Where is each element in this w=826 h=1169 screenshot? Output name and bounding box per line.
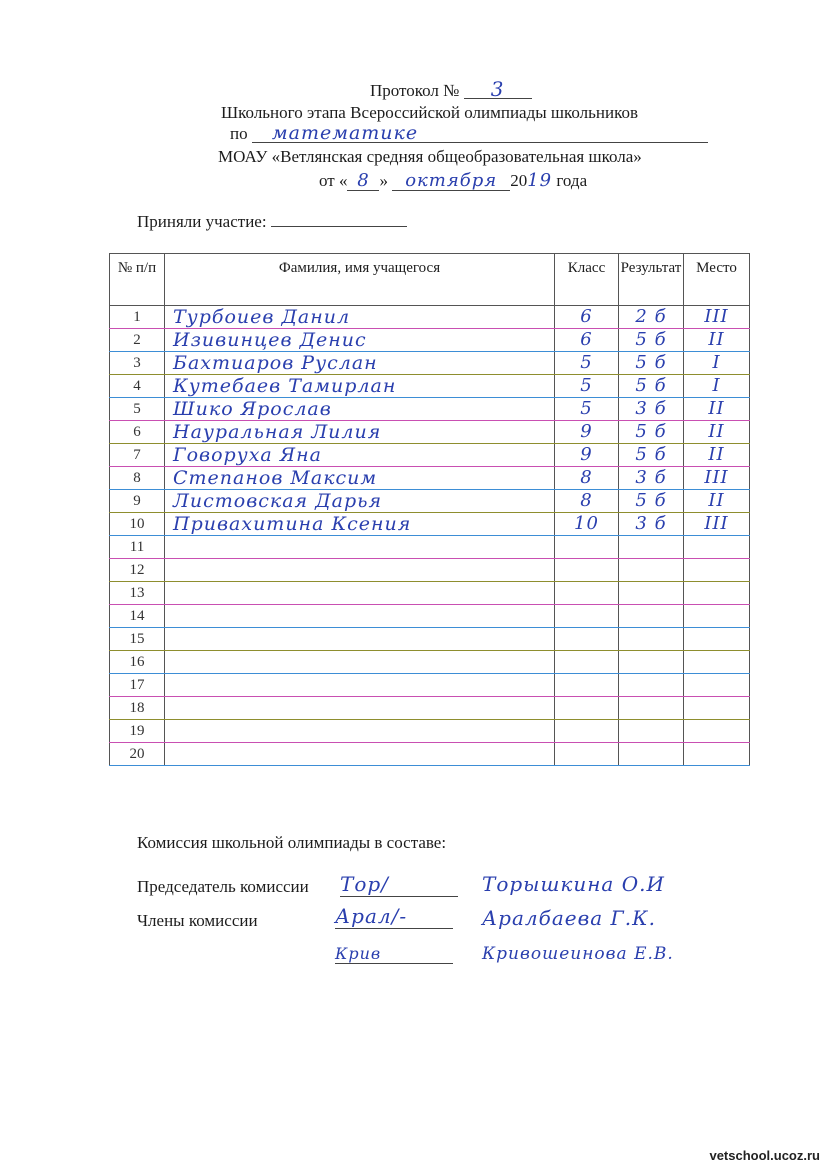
cell-class: 5 xyxy=(555,352,619,375)
cell-result xyxy=(619,559,684,582)
table-row xyxy=(110,352,750,375)
cell-result xyxy=(619,674,684,697)
cell-student-name xyxy=(165,536,555,559)
cell-place: III xyxy=(684,513,750,536)
cell-student-name xyxy=(165,743,555,766)
table-row xyxy=(110,329,750,352)
cell-class: 8 xyxy=(555,467,619,490)
table-row xyxy=(110,582,750,605)
cell-student-name xyxy=(165,605,555,628)
col-header-number: № п/п xyxy=(110,254,165,306)
cell-place xyxy=(684,720,750,743)
site-watermark: vetschool.ucoz.ru xyxy=(709,1148,820,1163)
participated-label: Приняли участие: xyxy=(137,212,267,231)
cell-student-name: Степанов Максим xyxy=(165,467,555,490)
cell-number: 1 xyxy=(110,306,165,329)
cell-student-name xyxy=(165,582,555,605)
cell-result: 5 б xyxy=(619,421,684,444)
school-name: МОАУ «Ветлянская средняя общеобразовательная школа» xyxy=(218,147,642,166)
members-label: Члены комиссии xyxy=(137,911,258,930)
cell-class xyxy=(555,605,619,628)
cell-result: 2 б xyxy=(619,306,684,329)
table-row xyxy=(110,720,750,743)
table-row xyxy=(110,674,750,697)
cell-class xyxy=(555,536,619,559)
cell-place xyxy=(684,582,750,605)
cell-number: 5 xyxy=(110,398,165,421)
results-table xyxy=(109,253,750,766)
cell-result xyxy=(619,651,684,674)
cell-student-name: Привахитина Ксения xyxy=(165,513,555,536)
cell-place xyxy=(684,559,750,582)
cell-number: 14 xyxy=(110,605,165,628)
cell-number: 4 xyxy=(110,375,165,398)
cell-place: II xyxy=(684,421,750,444)
date-mid: » xyxy=(379,171,388,190)
table-row xyxy=(110,467,750,490)
cell-result xyxy=(619,582,684,605)
cell-place: I xyxy=(684,352,750,375)
cell-student-name xyxy=(165,628,555,651)
cell-student-name: Листовская Дарья xyxy=(165,490,555,513)
subject-value: математике xyxy=(252,124,708,143)
table-body xyxy=(110,306,750,766)
cell-class xyxy=(555,674,619,697)
cell-place: III xyxy=(684,467,750,490)
subject-line xyxy=(230,124,708,144)
chair-name: Торышкина О.И xyxy=(482,872,665,896)
col-header-place: Место xyxy=(684,254,750,306)
cell-result xyxy=(619,743,684,766)
table-row xyxy=(110,306,750,329)
cell-student-name: Бахтиаров Руслан xyxy=(165,352,555,375)
member1-signature xyxy=(335,904,453,929)
cell-result: 3 б xyxy=(619,513,684,536)
participated-line xyxy=(137,212,407,232)
date-day: 8 xyxy=(347,172,379,191)
cell-student-name xyxy=(165,559,555,582)
cell-place: II xyxy=(684,398,750,421)
cell-number: 20 xyxy=(110,743,165,766)
table-row xyxy=(110,559,750,582)
cell-result: 5 б xyxy=(619,329,684,352)
cell-class: 8 xyxy=(555,490,619,513)
date-year-suffix: 19 xyxy=(527,170,553,191)
cell-result xyxy=(619,697,684,720)
cell-class: 9 xyxy=(555,444,619,467)
cell-result: 5 б xyxy=(619,352,684,375)
table-row xyxy=(110,398,750,421)
cell-number: 18 xyxy=(110,697,165,720)
cell-class: 6 xyxy=(555,306,619,329)
cell-place: II xyxy=(684,329,750,352)
cell-number: 6 xyxy=(110,421,165,444)
protocol-title-line xyxy=(370,77,532,101)
col-header-result: Результат xyxy=(619,254,684,306)
cell-class: 9 xyxy=(555,421,619,444)
cell-class: 5 xyxy=(555,398,619,421)
table-row xyxy=(110,513,750,536)
cell-class xyxy=(555,743,619,766)
cell-student-name xyxy=(165,720,555,743)
cell-student-name: Турбоиев Данил xyxy=(165,306,555,329)
chair-signature xyxy=(340,872,458,897)
table-row xyxy=(110,743,750,766)
cell-number: 13 xyxy=(110,582,165,605)
participated-value xyxy=(271,226,407,227)
cell-student-name: Изивинцев Денис xyxy=(165,329,555,352)
cell-class: 10 xyxy=(555,513,619,536)
table-row xyxy=(110,697,750,720)
protocol-label: Протокол № xyxy=(370,81,460,100)
cell-place xyxy=(684,628,750,651)
table-row xyxy=(110,536,750,559)
cell-result: 5 б xyxy=(619,490,684,513)
chair-signature-text: Тор/ xyxy=(340,872,458,897)
cell-place: III xyxy=(684,306,750,329)
cell-class: 6 xyxy=(555,329,619,352)
cell-class xyxy=(555,559,619,582)
member1-name: Аралбаева Г.К. xyxy=(482,906,656,930)
cell-place xyxy=(684,697,750,720)
date-year-prefix: 20 xyxy=(510,171,528,190)
cell-result xyxy=(619,536,684,559)
subject-prefix: по xyxy=(230,124,248,143)
cell-student-name: Кутебаев Тамирлан xyxy=(165,375,555,398)
member2-signature xyxy=(335,944,453,964)
cell-number: 10 xyxy=(110,513,165,536)
cell-class xyxy=(555,651,619,674)
chair-label: Председатель комиссии xyxy=(137,877,309,896)
cell-place xyxy=(684,674,750,697)
cell-student-name xyxy=(165,674,555,697)
cell-number: 12 xyxy=(110,559,165,582)
col-header-name: Фамилия, имя учащегося xyxy=(165,254,555,306)
cell-class: 5 xyxy=(555,375,619,398)
commission-title: Комиссия школьной олимпиады в составе: xyxy=(137,833,447,852)
date-suffix: года xyxy=(556,171,588,190)
table-row xyxy=(110,490,750,513)
cell-result xyxy=(619,628,684,651)
cell-place xyxy=(684,743,750,766)
member2-name: Кривошеинова Е.В. xyxy=(482,944,674,964)
cell-number: 11 xyxy=(110,536,165,559)
col-header-class: Класс xyxy=(555,254,619,306)
date-line xyxy=(319,170,587,191)
cell-place: II xyxy=(684,490,750,513)
member1-signature-text: Арал/- xyxy=(335,904,453,929)
cell-place: I xyxy=(684,375,750,398)
cell-result xyxy=(619,720,684,743)
cell-place xyxy=(684,651,750,674)
cell-class xyxy=(555,628,619,651)
cell-number: 17 xyxy=(110,674,165,697)
cell-result: 3 б xyxy=(619,467,684,490)
member2-signature-text: Крив xyxy=(335,944,453,964)
date-prefix: от « xyxy=(319,171,348,190)
cell-place xyxy=(684,605,750,628)
cell-place: II xyxy=(684,444,750,467)
cell-number: 8 xyxy=(110,467,165,490)
table-row xyxy=(110,605,750,628)
olympiad-title: Школьного этапа Всероссийской олимпиады школьников xyxy=(221,103,639,122)
cell-result: 5 б xyxy=(619,375,684,398)
cell-student-name: Шико Ярослав xyxy=(165,398,555,421)
cell-student-name: Говоруха Яна xyxy=(165,444,555,467)
table-row xyxy=(110,628,750,651)
cell-student-name xyxy=(165,651,555,674)
date-month: октября xyxy=(392,172,510,191)
cell-class xyxy=(555,582,619,605)
cell-number: 15 xyxy=(110,628,165,651)
cell-result: 5 б xyxy=(619,444,684,467)
cell-student-name xyxy=(165,697,555,720)
cell-class xyxy=(555,720,619,743)
cell-number: 9 xyxy=(110,490,165,513)
cell-number: 7 xyxy=(110,444,165,467)
table-row xyxy=(110,444,750,467)
cell-student-name: Науральная Лилия xyxy=(165,421,555,444)
cell-result xyxy=(619,605,684,628)
cell-number: 2 xyxy=(110,329,165,352)
cell-class xyxy=(555,697,619,720)
table-row xyxy=(110,651,750,674)
cell-place xyxy=(684,536,750,559)
cell-number: 19 xyxy=(110,720,165,743)
table-row xyxy=(110,421,750,444)
cell-number: 3 xyxy=(110,352,165,375)
table-row xyxy=(110,375,750,398)
protocol-number: 3 xyxy=(464,80,532,99)
table-header-row xyxy=(110,254,750,306)
cell-result: 3 б xyxy=(619,398,684,421)
cell-number: 16 xyxy=(110,651,165,674)
